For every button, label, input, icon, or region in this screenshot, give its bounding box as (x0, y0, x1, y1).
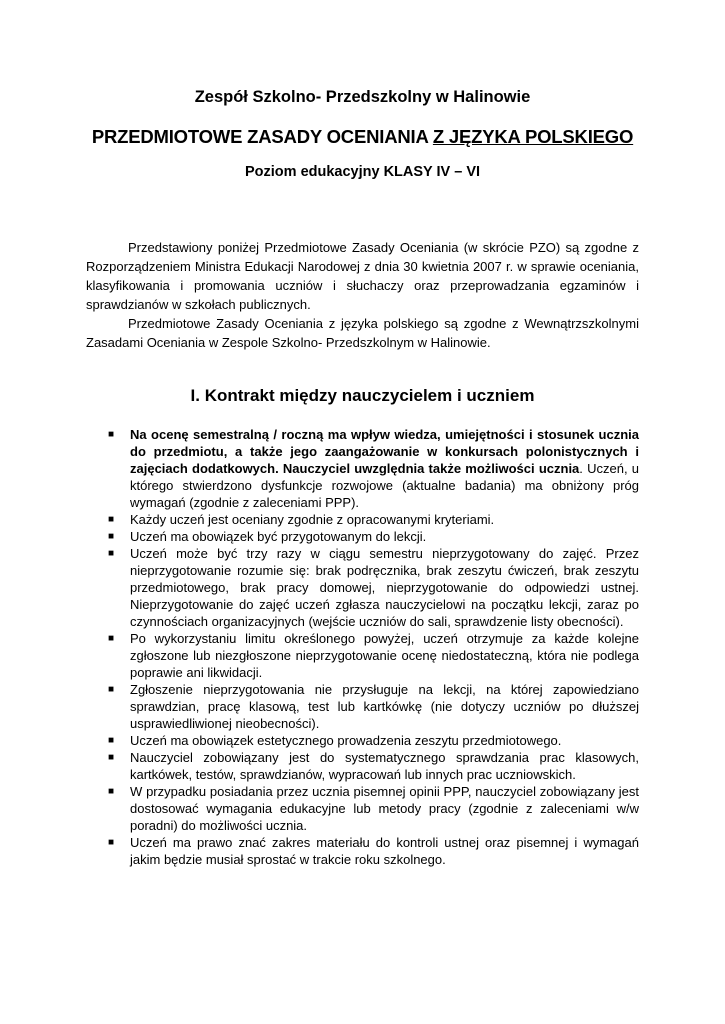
bullet-square-icon: ■ (108, 735, 115, 746)
document-title (0, 126, 725, 148)
list-item (108, 834, 639, 868)
rule-7-text: Uczeń ma obowiązek estetycznego prowadzenia zeszytu przedmiotowego. (130, 733, 562, 748)
school-name: Zespół Szkolno- Przedszkolny w Halinowie (194, 88, 531, 106)
rule-1-text: . Uczeń, u którego stwierdzono dysfunkcje rozwojowe (aktualne badania) ma obniżony próg wymagań (zgodnie z zaleceniami PPP). (130, 461, 640, 510)
bullet-square-icon: ■ (108, 531, 115, 542)
rule-5-text: Po wykorzystaniu limitu określonego powyżej, uczeń otrzymuje za każde kolejne zgłoszone lub niezgłoszone nieprzygotowanie ocenę niedostateczną, która nie podlega poprawie ani likwidacji. (130, 631, 639, 680)
list-item (108, 783, 639, 834)
list-item (108, 732, 639, 749)
rules-list (108, 426, 639, 868)
title-subject-underlined: Z JĘZYKA POLSKIEGO (432, 126, 634, 147)
intro-paragraph-1: Przedstawiony poniżej Przedmiotowe Zasady Oceniania (w skrócie PZO) są zgodne z Rozporządzeniem Ministra Edukacji Narodowej z dnia 30 kwietnia 2007 r. w sprawie oceniania, klasyfikowania i promowania uczniów i słuchaczy oraz przeprowadzania egzaminów i sprawdzianów w szkołach publicznych. (86, 240, 639, 312)
education-level: Poziom edukacyjny KLASY IV – VI (244, 164, 481, 180)
rule-6-text: Zgłoszenie nieprzygotowania nie przysługuje na lekcji, na której zapowiedziano sprawdzian, pracę klasową, test lub kartkówkę (nie dotyczy uczniów po dłuższej usprawiedliwionej nieobecności). (130, 682, 639, 731)
bullet-square-icon: ■ (108, 548, 115, 559)
section-heading: I. Kontrakt między nauczycielem i uczniem (190, 386, 535, 405)
rule-8-text: Nauczyciel zobowiązany jest do systematycznego sprawdzania prac klasowych, kartkówek, testów, sprawdzianów, wypracowań lub innych prac uczniowskich. (130, 750, 639, 782)
list-item (108, 528, 639, 545)
intro-paragraph-2: Przedmiotowe Zasady Oceniania z języka polskiego są zgodne z Wewnątrzszkolnymi Zasadami Oceniania w Zespole Szkolno- Przedszkolnym w Halinowie. (86, 316, 639, 350)
bullet-square-icon: ■ (108, 786, 115, 797)
bullet-square-icon: ■ (108, 837, 115, 848)
rule-1-bold: Na ocenę semestralną / roczną ma wpływ wiedza, umiejętności i stosunek ucznia do przedmiotu, a także jego zaangażowanie w konkursach polonistycznych i zajęciach dodatkowych. Nauczyciel uwzględnia także możliwości ucznia (130, 427, 639, 476)
bullet-square-icon: ■ (108, 752, 115, 763)
list-item (108, 426, 639, 511)
list-item (108, 511, 639, 528)
list-item (108, 545, 639, 630)
list-item (108, 630, 639, 681)
rule-2-text: Każdy uczeń jest oceniany zgodnie z opracowanymi kryteriami. (130, 512, 495, 527)
rule-10-text: Uczeń ma prawo znać zakres materiału do kontroli ustnej oraz pisemnej i wymagań jakim będzie musiał sprostać w trakcie roku szkolnego. (130, 835, 639, 867)
rule-4-text: Uczeń może być trzy razy w ciągu semestru nieprzygotowany do zajęć. Przez nieprzygotowanie rozumie się: brak podręcznika, brak zeszytu ćwiczeń, brak zeszytu przedmiotowego, brak pracy domowej, nieprzygotowanie do odpowiedzi ustnej. Nieprzygotowanie do zajęć uczeń zgłasza nauczycielowi na początku lekcji, zaraz po czynnościach organizacyjnych (wejście uczniów do sali, sprawdzenie listy obecności). (130, 546, 639, 629)
bullet-square-icon: ■ (108, 429, 115, 440)
intro-section (86, 238, 639, 352)
list-item (108, 681, 639, 732)
bullet-square-icon: ■ (108, 684, 115, 695)
list-item (108, 749, 639, 783)
rule-3-text: Uczeń ma obowiązek być przygotowanym do lekcji. (130, 529, 427, 544)
bullet-square-icon: ■ (108, 514, 115, 525)
rule-9-text: W przypadku posiadania przez ucznia pisemnej opinii PPP, nauczyciel zobowiązany jest dostosować wymagania edukacyjne lub metody pracy (zgodnie z zaleceniami w/w poradni) do możliwości ucznia. (130, 784, 639, 833)
title-prefix: PRZEDMIOTOWE ZASADY OCENIANIA (91, 126, 433, 147)
bullet-square-icon: ■ (108, 633, 115, 644)
